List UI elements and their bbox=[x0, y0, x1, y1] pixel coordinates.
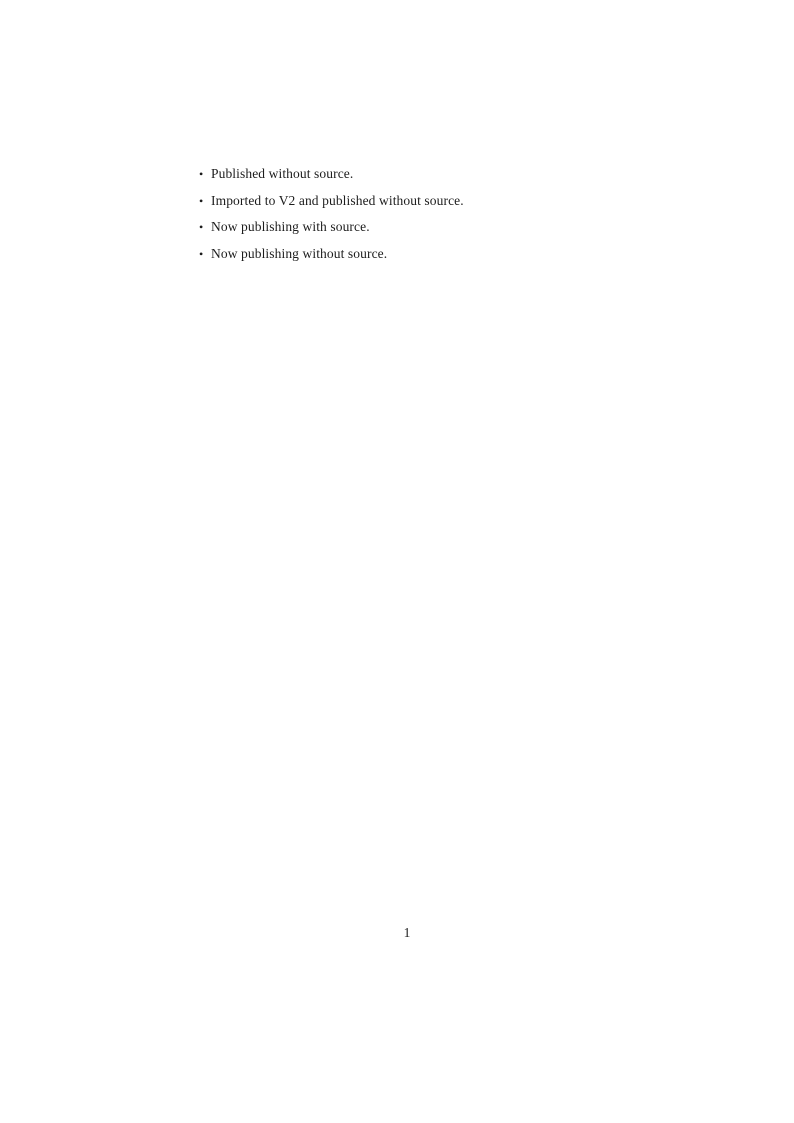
list-item-text: Now publishing without source. bbox=[211, 245, 388, 261]
list-item bbox=[199, 219, 464, 236]
list-item bbox=[199, 193, 464, 210]
bullet-icon: • bbox=[199, 167, 204, 181]
list-item-text: Published without source. bbox=[211, 166, 354, 181]
list-item bbox=[199, 166, 464, 183]
bullet-icon: • bbox=[199, 193, 204, 208]
list-item-text: Now publishing with source. bbox=[211, 219, 370, 234]
list-item-text: Imported to V2 and published without source. bbox=[211, 192, 464, 208]
list-item bbox=[199, 246, 464, 263]
bullet-icon: • bbox=[199, 246, 204, 261]
bullet-icon: • bbox=[199, 220, 204, 234]
bullet-list bbox=[199, 166, 464, 272]
page-number: 1 bbox=[403, 925, 411, 940]
